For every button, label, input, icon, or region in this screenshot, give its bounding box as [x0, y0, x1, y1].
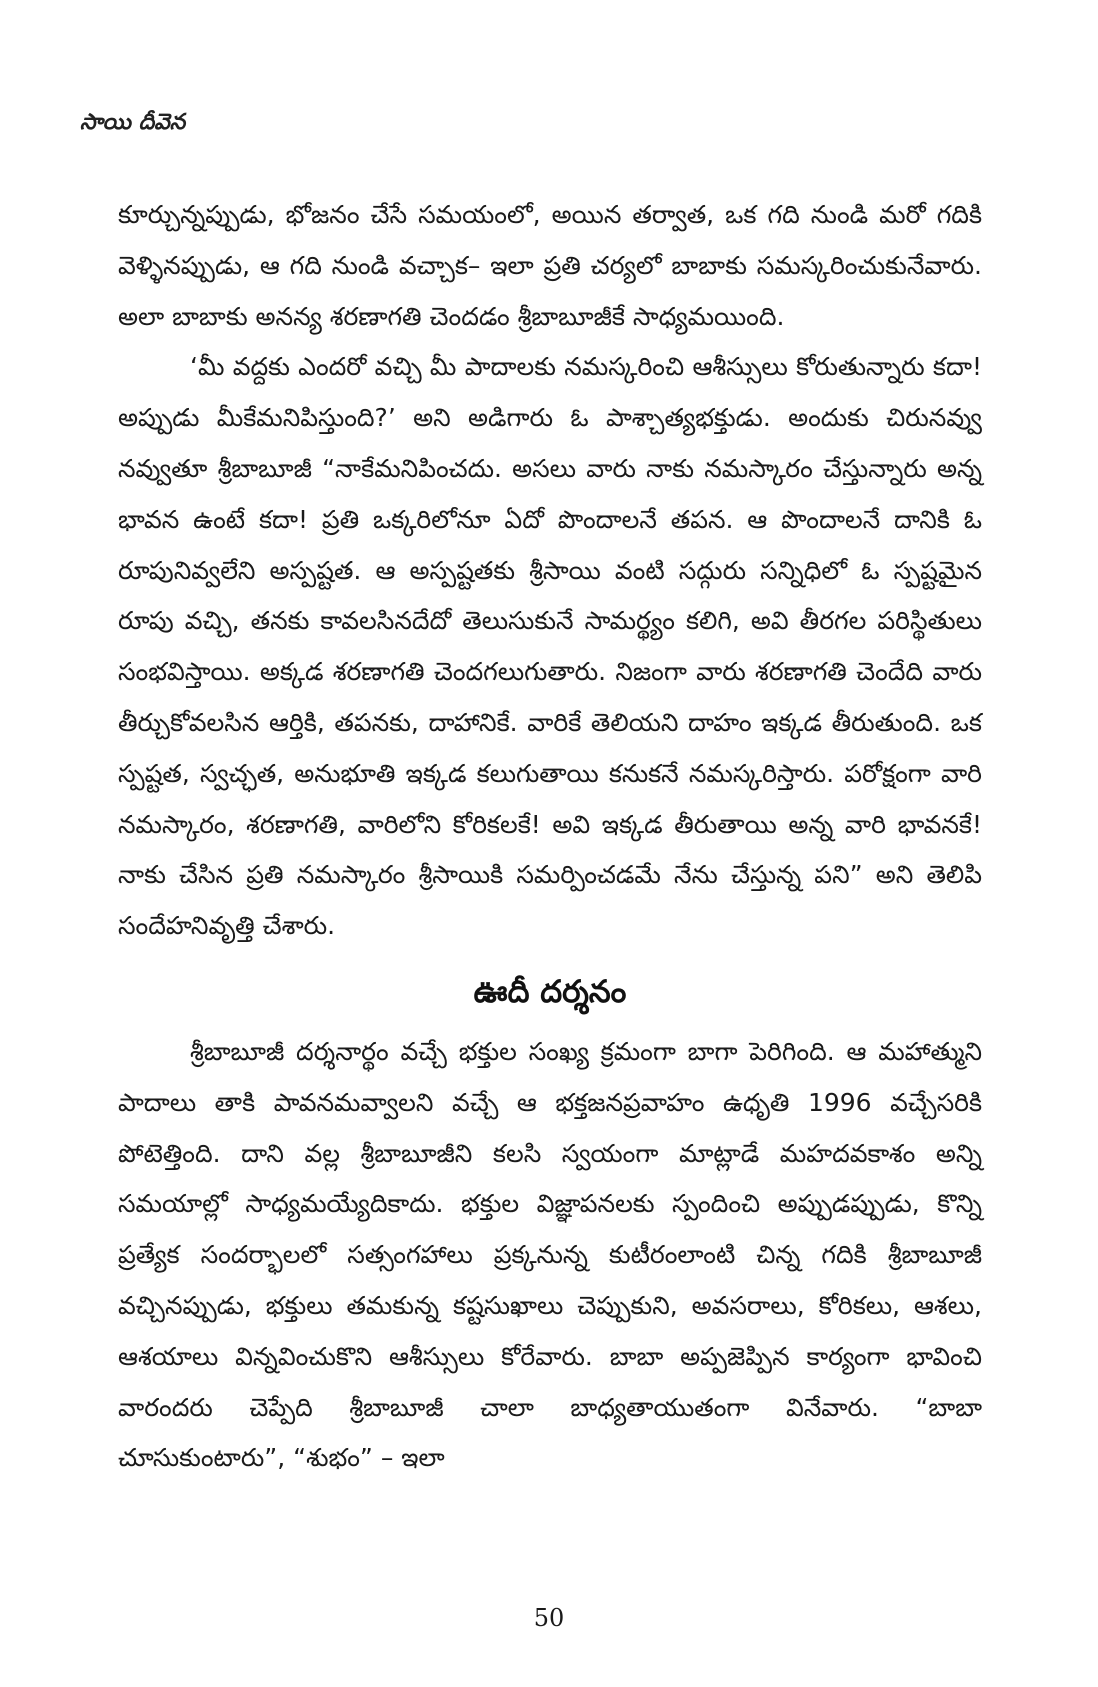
- body-text: [118, 190, 982, 1484]
- running-header: సాయి దీవెన: [80, 110, 186, 135]
- paragraph: శ్రీబాబూజీ దర్శనార్థం వచ్చే భక్తుల సంఖ్య క్రమంగా బాగా పెరిగింది. ఆ మహాత్ముని పాదాలు తాకి పావనమవ్వాలని వచ్చే ఆ భక్తజనప్రవాహం ఉధృతి 1996 వచ్చేసరికి పోటెత్తింది. దాని వల్ల శ్రీబాబూజీని కలసి స్వయంగా మాట్లాడే మహదవకాశం అన్ని సమయాల్లో సాధ్యమయ్యేదికాదు. భక్తుల విజ్ఞాపనలకు స్పందించి అప్పుడప్పుడు, కొన్ని ప్రత్యేక సందర్భాలలో సత్సంగహాలు ప్రక్కనున్న కుటీరంలాంటి చిన్న గదికి శ్రీబాబూజీ వచ్చినప్పుడు, భక్తులు తమకున్న కష్టసుఖాలు చెప్పుకుని, అవసరాలు, కోరికలు, ఆశలు, ఆశయాలు విన్నవించుకొని ఆశీస్సులు కోరేవారు. బాబా అప్పజెప్పిన కార్యంగా భావించి వారందరు చెప్పేది శ్రీబాబూజీ చాలా బాధ్యతాయుతంగా వినేవారు. “బాబా చూసుకుంటారు”, “శుభం” – ఇలా: [118, 1036, 982, 1473]
- page-number: 50: [533, 1604, 565, 1632]
- paragraph: కూర్చున్నప్పుడు, భోజనం చేసే సమయంలో, అయిన తర్వాత, ఒక గది నుండి మరో గదికి వెళ్ళినప్పుడు, ఆ గది నుండి వచ్చాక– ఇలా ప్రతి చర్యలో బాబాకు సమస్కరించుకునేవారు. అలా బాబాకు అనన్య శరణాగతి చెందడం శ్రీబాబూజీకే సాధ్యమయింది.: [118, 200, 982, 331]
- section-heading: ఊదీ దర్శనం: [473, 973, 627, 1010]
- paragraph: ‘మీ వద్దకు ఎందరో వచ్చి మీ పాదాలకు నమస్కరించి ఆశీస్సులు కోరుతున్నారు కదా! అప్పుడు మీకేమనిపిస్తుంది?’ అని అడిగారు ఓ పాశ్చాత్యభక్తుడు. అందుకు చిరునవ్వు నవ్వుతూ శ్రీబాబూజీ “నాకేమనిపించదు. అసలు వారు నాకు నమస్కారం చేస్తున్నారు అన్న భావన ఉంటే కదా! ప్రతి ఒక్కరిలోనూ ఏదో పొందాలనే తపన. ఆ పొందాలనే దానికి ఓ రూపునివ్వలేని అస్పష్టత. ఆ అస్పష్టతకు శ్రీసాయి వంటి సద్గురు సన్నిధిలో ఓ స్పష్టమైన రూపు వచ్చి, తనకు కావలసినదేదో తెలుసుకునే సామర్థ్యం కలిగి, అవి తీరగల పరిస్థితులు సంభవిస్తాయి. అక్కడ శరణాగతి చెందగలుగుతారు. నిజంగా వారు శరణాగతి చెందేది వారు తీర్చుకోవలసిన ఆర్తికి, తపనకు, దాహానికే. వారికే తెలియని దాహం ఇక్కడ తీరుతుంది. ఒక స్పష్టత, స్వచ్ఛత, అనుభూతి ఇక్కడ కలుగుతాయి కనుకనే నమస్కరిస్తారు. పరోక్షంగా వారి నమస్కారం, శరణాగతి, వారిలోని కోరికలకే! అవి ఇక్కడ తీరుతాయి అన్న వారి భావనకే! నాకు చేసిన ప్రతి నమస్కారం శ్రీసాయికి సమర్పించడమే నేను చేస్తున్న పని” అని తెలిపి సందేహనివృత్తి చేశారు.: [118, 352, 982, 941]
